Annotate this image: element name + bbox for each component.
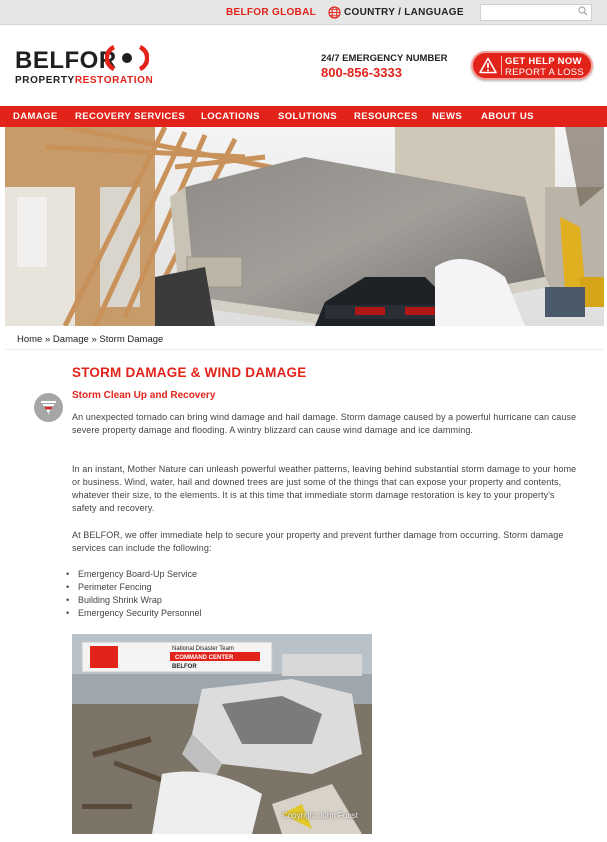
body-paragraph: In an instant, Mother Nature can unleash powerful weather patterns, leaving behind substantial storm damage to your home or business. Wind, water, hail and downed trees are just some of the things that can expose your property and contents, whatever their size, to the elements. It is at this time that immediate storm damage restoration is key to your property's safety and recovery. — [72, 464, 577, 513]
divider — [5, 349, 604, 350]
trailer-sign-3: BELFOR — [172, 664, 197, 670]
warning-icon — [479, 57, 497, 74]
country-language-label: COUNTRY / LANGUAGE — [344, 7, 464, 18]
hero-illustration — [5, 127, 604, 326]
site-header — [0, 25, 607, 106]
main-nav — [0, 106, 607, 127]
emergency-phone-link[interactable]: 800-856-3333 — [321, 65, 402, 80]
page-title: STORM DAMAGE & WIND DAMAGE — [72, 365, 307, 380]
list-item: • Emergency Board-Up Service — [66, 568, 202, 581]
trailer-sign-2: COMMAND CENTER — [175, 655, 234, 661]
debris-illustration — [72, 634, 372, 834]
services-intro-paragraph: At BELFOR, we offer immediate help to secure your property and prevent further damage from occurring. Storm damage services can include the following: — [72, 530, 564, 553]
list-item: • Emergency Security Personnel — [66, 607, 202, 620]
report-loss-label: REPORT A LOSS — [505, 67, 585, 78]
globe-icon — [328, 6, 341, 19]
breadcrumb-home[interactable]: Home — [17, 334, 43, 345]
nav-item-damage[interactable]: DAMAGE — [13, 111, 58, 122]
tornado-icon — [40, 400, 57, 415]
intro-paragraph: An unexpected tornado can bring wind damage and hail damage. Storm damage caused by a powerful hurricane can cause severe property damage and flooding. A wintry blizzard can cause wind damage and ice damming. — [72, 412, 577, 435]
breadcrumb-separator: » — [44, 334, 51, 345]
search-input[interactable] — [480, 4, 592, 21]
help-button-label: GET HELP NOW — [505, 56, 582, 67]
nav-item-solutions[interactable]: SOLUTIONS — [278, 111, 338, 122]
country-language-link[interactable] — [328, 6, 464, 19]
emergency-label: 24/7 EMERGENCY NUMBER — [321, 53, 448, 64]
list-item: • Building Shrink Wrap — [66, 594, 202, 607]
photo-credit: Copyright John Foust — [281, 811, 358, 820]
belfor-logo-icon[interactable] — [105, 44, 149, 72]
nav-item-about-us[interactable]: ABOUT US — [481, 111, 534, 122]
tornado-debris-photo — [72, 634, 372, 834]
tornado-badge-icon — [34, 393, 63, 422]
top-utility-bar — [0, 0, 607, 25]
section-subtitle: Storm Clean Up and Recovery — [72, 390, 216, 401]
nav-item-locations[interactable]: LOCATIONS — [201, 111, 260, 122]
nav-item-recovery-services[interactable]: RECOVERY SERVICES — [75, 111, 186, 122]
breadcrumb-current: Storm Damage — [99, 334, 164, 345]
logo-wordmark[interactable]: BELFOR — [15, 47, 117, 74]
nav-item-news[interactable]: NEWS — [432, 111, 463, 122]
belfor-global-link[interactable]: BELFOR GLOBAL — [226, 7, 317, 18]
search-icon[interactable] — [578, 6, 588, 16]
logo-sub-restoration: RESTORATION — [74, 75, 154, 86]
list-item: • Perimeter Fencing — [66, 581, 202, 594]
services-list — [66, 568, 202, 620]
hero-image — [5, 127, 604, 326]
logo-sub-property: PROPERTY — [15, 75, 75, 86]
get-help-button[interactable] — [471, 51, 593, 80]
breadcrumb — [17, 334, 163, 345]
breadcrumb-damage[interactable]: Damage — [52, 334, 89, 345]
nav-item-resources[interactable]: RESOURCES — [354, 111, 418, 122]
logo-subtitle — [15, 75, 153, 86]
trailer-sign-1: National Disaster Team — [172, 646, 234, 652]
breadcrumb-separator: » — [91, 334, 97, 345]
help-button-divider — [501, 56, 502, 75]
